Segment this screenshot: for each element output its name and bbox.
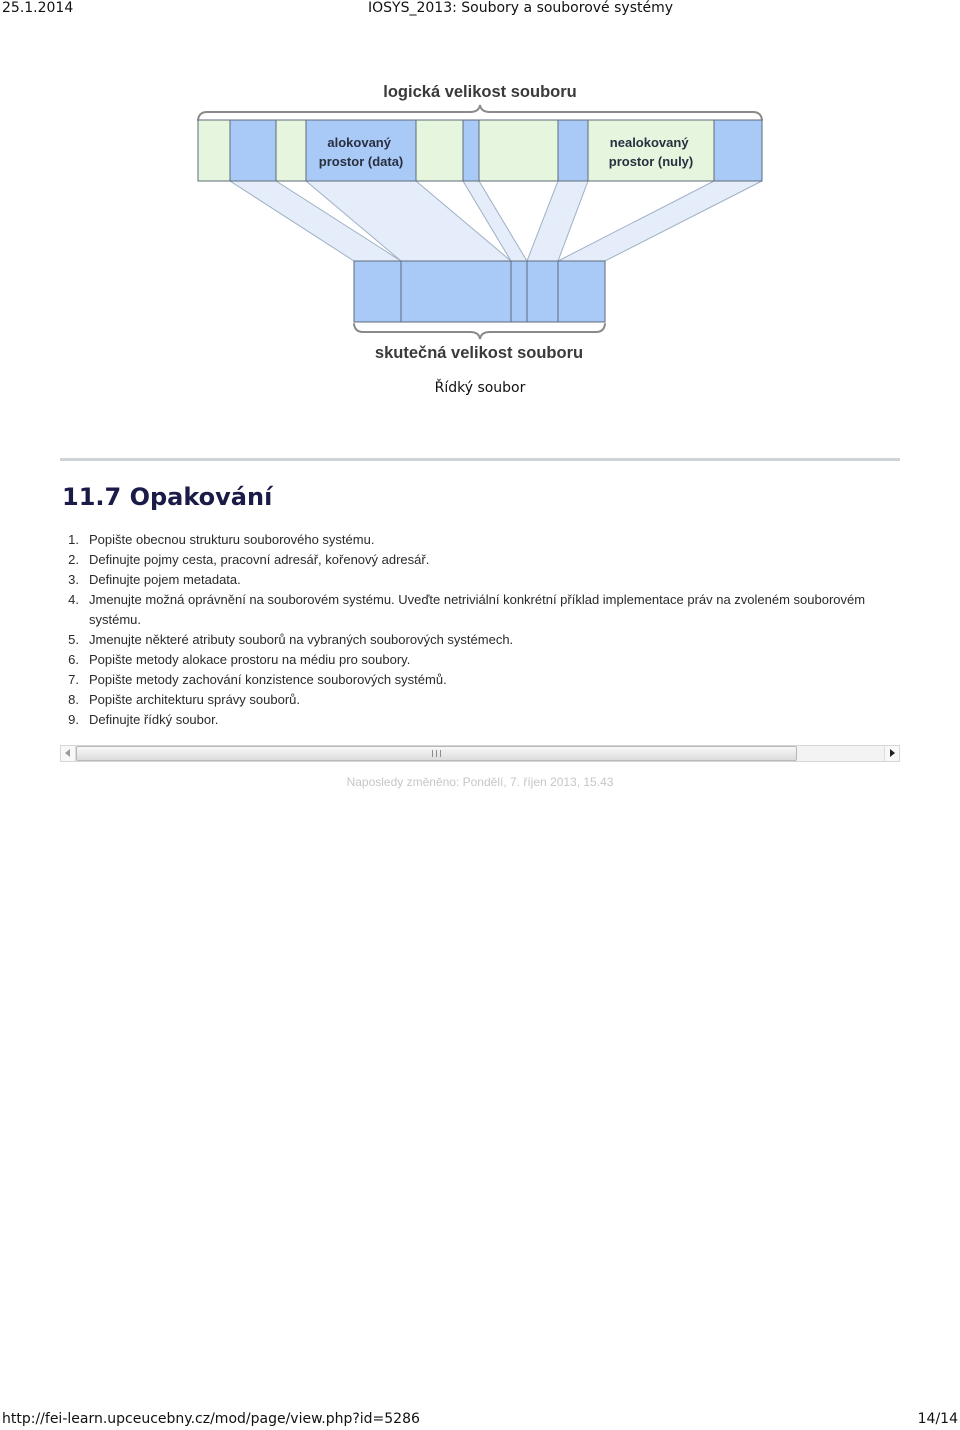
list-item — [60, 670, 904, 690]
sparse-file-diagram — [0, 0, 960, 372]
list-item-number: 6. — [68, 652, 79, 667]
arrow-left-icon — [65, 749, 70, 757]
unallocated-block — [588, 120, 714, 181]
logical-size-label: logická velikost souboru — [383, 83, 577, 101]
allocated-label-line: prostor (data) — [318, 154, 404, 169]
unallocated-label-line: prostor (nuly) — [608, 154, 694, 169]
actual-size-brace — [354, 324, 605, 339]
figure-caption: Řídký soubor — [434, 380, 526, 396]
data-block — [401, 261, 511, 322]
unallocated-block — [276, 120, 306, 181]
list-item — [60, 570, 904, 590]
list-item-number: 1. — [68, 532, 79, 547]
data-block — [511, 261, 527, 322]
print-url: http://fei-learn.upceucebny.cz/mod/page/view.php?id=5286 — [2, 1411, 420, 1427]
allocated-label-line: alokovaný — [327, 135, 391, 150]
list-item-text: Definujte řídký soubor. — [89, 712, 219, 727]
print-page-number: 14/14 — [917, 1411, 958, 1427]
list-item-text: Jmenujte některé atributy souborů na vybraných souborových systémech. — [89, 632, 514, 647]
last-modified-text: Naposledy změněno: Pondělí, 7. říjen 2013, 15.43 — [346, 775, 614, 789]
unallocated-block — [198, 120, 230, 181]
unallocated-label-line: nealokovaný — [609, 135, 689, 150]
unallocated-block — [479, 120, 558, 181]
scroll-right-button[interactable] — [884, 746, 899, 761]
list-item-text: Popište metody alokace prostoru na médiu pro soubory. — [89, 652, 411, 667]
actual-size-label: skutečná velikost souboru — [374, 344, 584, 362]
list-item — [60, 590, 904, 630]
data-block — [354, 261, 401, 322]
data-block — [558, 261, 605, 322]
logical-size-brace — [198, 105, 762, 120]
list-item — [60, 630, 904, 650]
list-item — [60, 650, 904, 670]
list-item-number: 4. — [68, 592, 79, 607]
scroll-left-button[interactable] — [61, 746, 76, 761]
horizontal-scrollbar[interactable] — [60, 745, 900, 762]
scrollbar-thumb[interactable] — [76, 746, 797, 761]
list-item — [60, 710, 904, 730]
list-item-text: Popište architekturu správy souborů. — [89, 692, 300, 707]
mapping-funnel — [558, 181, 762, 261]
mapping-funnel — [527, 181, 588, 261]
grip-line — [436, 750, 437, 757]
list-item-text: Popište metody zachování konzistence souborových systémů. — [89, 672, 447, 687]
allocated-block — [558, 120, 588, 181]
grip-line — [432, 750, 433, 757]
unallocated-block — [416, 120, 463, 181]
list-item — [60, 550, 904, 570]
list-item-number: 8. — [68, 692, 79, 707]
allocated-block — [230, 120, 276, 181]
list-item-number: 2. — [68, 552, 79, 567]
list-item — [60, 690, 904, 710]
section-heading: 11.7 Opakování — [62, 483, 273, 511]
list-item-number: 5. — [68, 632, 79, 647]
allocated-block — [714, 120, 762, 181]
list-item-text: Definujte pojmy cesta, pracovní adresář, kořenový adresář. — [89, 552, 430, 567]
list-item-number: 3. — [68, 572, 79, 587]
review-questions-list — [60, 530, 904, 730]
scrollbar-grip-icon — [432, 750, 441, 757]
allocated-block — [463, 120, 479, 181]
list-item-text: Jmenujte možná oprávnění na souborovém systému. Uveďte netriviální konkrétní příklad implementace práv na zvoleném souborovém systému. — [89, 592, 866, 627]
data-block — [527, 261, 558, 322]
list-item — [60, 530, 904, 550]
list-item-number: 7. — [68, 672, 79, 687]
list-item-text: Definujte pojem metadata. — [89, 572, 241, 587]
grip-line — [440, 750, 441, 757]
list-item-text: Popište obecnou strukturu souborového systému. — [89, 532, 375, 547]
list-item-number: 9. — [68, 712, 79, 727]
section-divider — [60, 458, 900, 461]
print-date: 25.1.2014 — [2, 0, 74, 16]
arrow-right-icon — [890, 749, 895, 757]
print-title: IOSYS_2013: Soubory a souborové systémy — [368, 0, 674, 16]
allocated-block — [306, 120, 416, 181]
